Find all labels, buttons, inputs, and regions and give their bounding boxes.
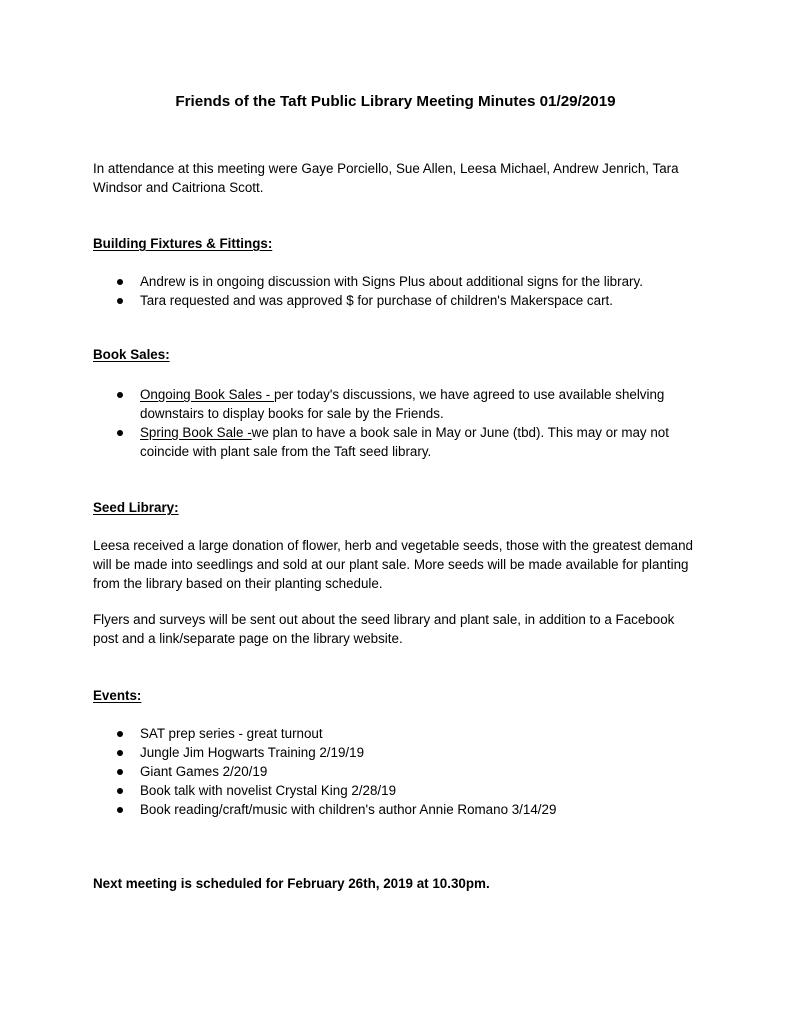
bullet-icon [117,807,123,813]
next-meeting-note: Next meeting is scheduled for February 26th, 2019 at 10.30pm. [93,876,490,891]
list-item [93,423,713,461]
attendance-paragraph: In attendance at this meeting were Gaye Porciello, Sue Allen, Leesa Michael, Andrew Jenrich, Tara Windsor and Caitriona Scott. [93,161,679,195]
bullet-icon [117,279,123,285]
section-heading-book-sales: Book Sales: [93,347,170,362]
list-item-text: we plan to have a book sale in May or June (tbd). This may or may not coincide with plant sale from the Taft seed library. [140,425,669,459]
building-list [93,272,713,310]
list-item [93,743,713,762]
bullet-icon [117,731,123,737]
list-item-text: Andrew is in ongoing discussion with Signs Plus about additional signs for the library. [140,274,643,289]
seed-library-paragraph-2: Flyers and surveys will be sent out about the seed library and plant sale, in addition to a Facebook post and a link/separate page on the library website. [93,612,675,646]
section-heading-seed-library: Seed Library: [93,500,179,515]
list-item-text: Jungle Jim Hogwarts Training 2/19/19 [140,745,365,760]
list-item [93,272,713,291]
list-item [93,291,713,310]
bullet-icon [117,750,123,756]
list-item [93,724,713,743]
seed-library-paragraph-1: Leesa received a large donation of flower, herb and vegetable seeds, those with the greatest demand will be made into seedlings and sold at our plant sale. More seeds will be made available for planting from the library based on their planting schedule. [93,538,694,591]
bullet-icon [117,298,123,304]
list-item [93,781,713,800]
list-item-text: SAT prep series - great turnout [140,726,323,741]
document-title: Friends of the Taft Public Library Meeting Minutes 01/29/2019 [175,93,616,110]
list-item-text: per today's discussions, we have agreed to use available shelving downstairs to display books for sale by the Friends. [140,387,665,421]
list-item [93,385,713,423]
list-item-text: Tara requested and was approved $ for purchase of children's Makerspace cart. [140,293,613,308]
bullet-icon [117,392,123,398]
events-list [93,724,713,819]
list-item [93,800,713,819]
list-item-label: Ongoing Book Sales - [140,387,274,402]
list-item [93,762,713,781]
list-item-text: Book talk with novelist Crystal King 2/28/19 [140,783,397,798]
list-item-text: Giant Games 2/20/19 [140,764,268,779]
section-heading-events: Events: [93,688,142,703]
section-heading-building: Building Fixtures & Fittings: [93,236,273,251]
bullet-icon [117,430,123,436]
bullet-icon [117,769,123,775]
list-item-label: Spring Book Sale - [140,425,252,440]
book-sales-list [93,385,713,461]
list-item-text: Book reading/craft/music with children's author Annie Romano 3/14/29 [140,802,557,817]
bullet-icon [117,788,123,794]
